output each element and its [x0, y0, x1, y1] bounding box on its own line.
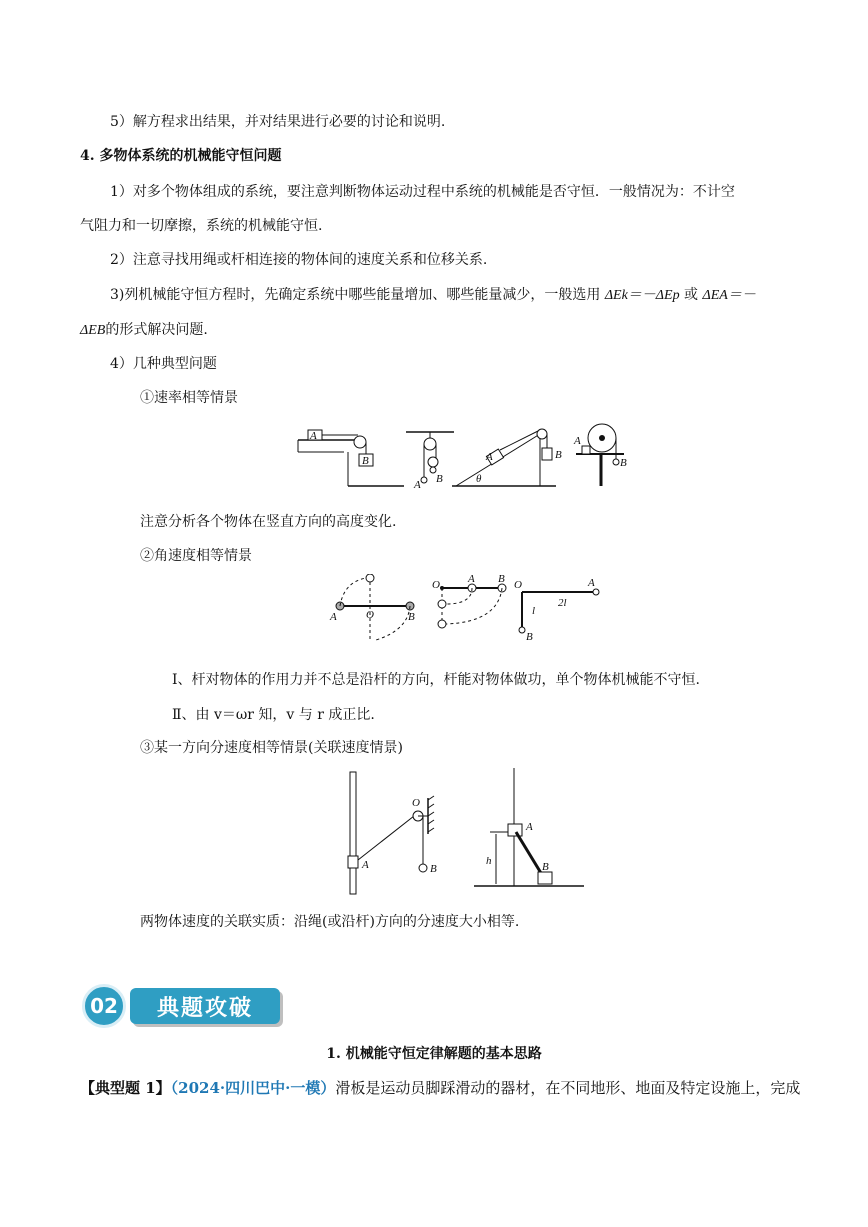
paragraph-4: 4）几种典型问题	[110, 356, 217, 372]
svg-text:A: A	[362, 859, 369, 871]
svg-text:A: A	[574, 435, 581, 447]
equation-3: ΔEB	[80, 323, 106, 338]
svg-text:B: B	[430, 863, 437, 875]
subsection-title: 1. 机械能守恒定律解题的基本思路	[326, 1046, 542, 1062]
svg-text:B: B	[498, 574, 505, 585]
paragraph-1b: 气阻力和一切摩擦，系统的机械能守恒.	[80, 218, 323, 234]
svg-text:O: O	[366, 609, 374, 621]
section-title: 典题攻破	[130, 988, 280, 1024]
note-1: 注意分析各个物体在竖直方向的高度变化.	[140, 514, 397, 530]
svg-text:h: h	[486, 855, 492, 867]
figure-angular-equal	[326, 574, 606, 642]
fig-rod-center	[329, 574, 415, 642]
paragraph-3b	[80, 320, 208, 341]
svg-text:A: A	[310, 430, 317, 442]
equation-1: ΔEk＝－ΔEp	[604, 288, 680, 303]
problem-source: （2024·四川巴中·一模）	[170, 1079, 336, 1097]
svg-text:A: A	[486, 451, 493, 463]
svg-text:B: B	[408, 611, 415, 623]
fig-table-pulley	[298, 430, 404, 486]
svg-text:O: O	[514, 579, 522, 591]
paragraph-3a	[110, 285, 756, 306]
svg-text:A: A	[414, 479, 421, 491]
fig-moving-pulley	[406, 432, 454, 491]
svg-text:A: A	[330, 611, 337, 623]
section-number: 02	[82, 984, 126, 1028]
paragraph-1a: 1）对多个物体组成的系统，要注意判断物体运动过程中系统的机械能是否守恒．一般情况为：不计空	[110, 184, 735, 200]
section-heading-4: 4. 多物体系统的机械能守恒问题	[80, 148, 282, 164]
fig-rod-rope-pulley	[348, 772, 437, 894]
fig-l-shaped-rod	[514, 577, 599, 642]
svg-text:A: A	[588, 577, 595, 589]
svg-text:B: B	[362, 455, 369, 467]
fig-wheel	[573, 424, 627, 486]
paragraph-2: 2）注意寻找用绳或杆相连接的物体间的速度关系和位移关系.	[110, 252, 488, 268]
case-3-title: ③某一方向分速度相等情景(关联速度情景)	[140, 740, 403, 756]
paragraph-3b-text: 的形式解决问题.	[105, 322, 208, 338]
roman-point-1: Ⅰ、杆对物体的作用力并不总是沿杆的方向，杆能对物体做功，单个物体机械能不守恒.	[172, 672, 700, 688]
svg-text:A: A	[468, 574, 475, 585]
section-badge	[82, 984, 282, 1028]
svg-text:B: B	[526, 631, 533, 642]
svg-text:O: O	[432, 579, 440, 591]
step5-text: 5）解方程求出结果，并对结果进行必要的讨论和说明.	[110, 114, 446, 130]
equation-2: ΔEA＝－	[702, 288, 756, 303]
problem-tag: 【典型题 1】	[80, 1079, 171, 1097]
svg-text:θ: θ	[476, 473, 482, 485]
svg-text:B: B	[542, 861, 549, 873]
svg-text:B: B	[620, 457, 627, 469]
note-3: 两物体速度的关联实质：沿绳(或沿杆)方向的分速度大小相等.	[140, 914, 520, 930]
paragraph-3a-or: 或	[684, 287, 699, 303]
case-1-title: ①速率相等情景	[140, 390, 238, 406]
roman-point-2: Ⅱ、由 v＝ωr 知，v 与 r 成正比.	[172, 707, 375, 723]
fig-sliding-rod	[474, 768, 584, 886]
paragraph-3a-text: 3)列机械能守恒方程时，先确定系统中哪些能量增加、哪些能量减少，一般选用	[110, 287, 601, 303]
svg-text:O: O	[412, 797, 420, 809]
svg-text:2l: 2l	[558, 597, 567, 609]
svg-text:B: B	[555, 449, 562, 461]
svg-text:A: A	[526, 821, 533, 833]
fig-incline	[452, 429, 562, 486]
problem-line	[80, 1078, 800, 1098]
svg-text:B: B	[436, 473, 443, 485]
figure-speed-equal	[296, 420, 636, 492]
problem-text: 滑板是运动员脚踩滑动的器材，在不同地形、地面及特定设施上，完成	[335, 1079, 801, 1097]
svg-text:l: l	[532, 605, 536, 617]
figure-related-velocity	[330, 768, 590, 898]
fig-rod-pivot-end	[432, 574, 506, 628]
case-2-title: ②角速度相等情景	[140, 548, 252, 564]
